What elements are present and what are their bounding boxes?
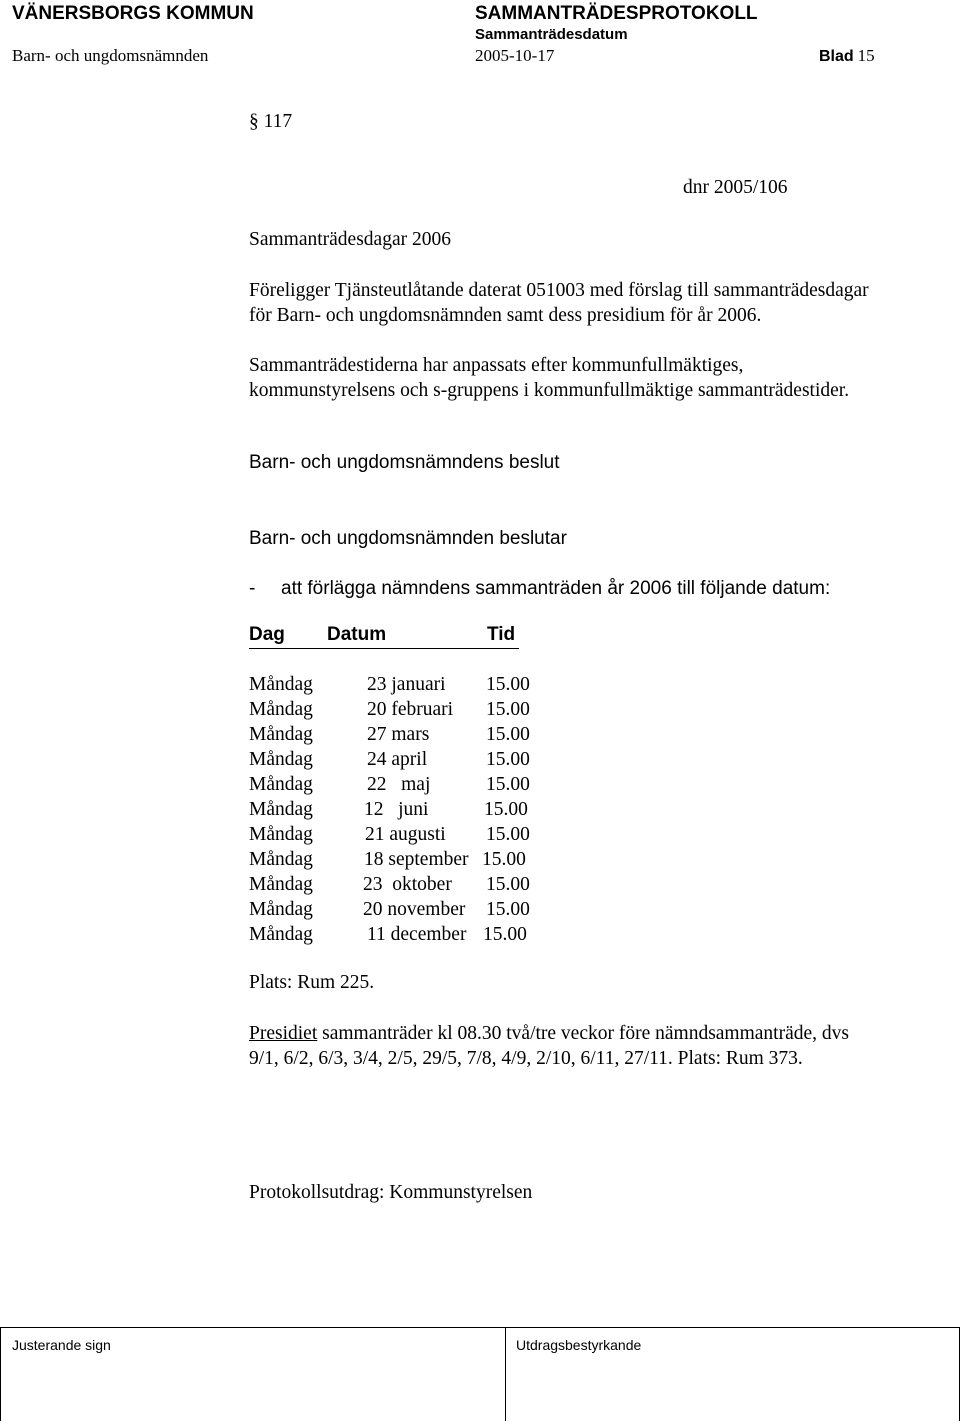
decision-heading: Barn- och ungdomsnämndens beslut bbox=[249, 452, 560, 473]
row-date: 20 november bbox=[363, 899, 466, 920]
meeting-date: 2005-10-17 bbox=[475, 46, 555, 65]
row-day: Måndag bbox=[249, 699, 313, 720]
section-title: Sammanträdesdagar 2006 bbox=[249, 229, 451, 250]
presidium-line-1 bbox=[249, 1021, 849, 1046]
document-type: SAMMANTRÄDESPROTOKOLL bbox=[475, 3, 758, 24]
row-day: Måndag bbox=[249, 849, 313, 870]
committee-name: Barn- och ungdomsnämnden bbox=[12, 46, 209, 65]
row-date: 18 september bbox=[364, 849, 469, 870]
paragraph-number: § 117 bbox=[249, 111, 293, 132]
paragraph-2-line-2: kommunstyrelsens och s-gruppens i kommunfullmäktige sammanträdestider. bbox=[249, 380, 850, 401]
row-date: 21 augusti bbox=[365, 824, 446, 845]
footer-border-middle bbox=[505, 1327, 506, 1421]
row-time: 15.00 bbox=[486, 874, 530, 895]
page-indicator bbox=[819, 46, 875, 66]
row-day: Måndag bbox=[249, 924, 313, 945]
row-date: 20 februari bbox=[367, 699, 454, 720]
row-date: 12 juni bbox=[364, 799, 429, 820]
row-time: 15.00 bbox=[486, 774, 530, 795]
row-date: 22 maj bbox=[367, 774, 431, 795]
row-date: 27 mars bbox=[367, 724, 430, 745]
paragraph-1-line-1: Föreligger Tjänsteutlåtande daterat 051003 med förslag till sammanträdesdagar bbox=[249, 280, 869, 301]
row-time: 15.00 bbox=[482, 849, 526, 870]
row-time: 15.00 bbox=[486, 724, 530, 745]
row-time: 15.00 bbox=[486, 699, 530, 720]
row-time: 15.00 bbox=[486, 749, 530, 770]
row-day: Måndag bbox=[249, 874, 313, 895]
certification-label: Utdragsbestyrkande bbox=[516, 1337, 642, 1353]
row-time: 15.00 bbox=[483, 924, 527, 945]
row-date: 11 december bbox=[367, 924, 467, 945]
row-day: Måndag bbox=[249, 674, 313, 695]
row-day: Måndag bbox=[249, 774, 313, 795]
presidium-text: sammanträder kl 08.30 två/tre veckor före nämndsammanträde, dvs bbox=[317, 1023, 849, 1044]
row-time: 15.00 bbox=[486, 824, 530, 845]
column-header-time: Tid bbox=[487, 624, 516, 645]
row-day: Måndag bbox=[249, 799, 313, 820]
decision-intro: Barn- och ungdomsnämnden beslutar bbox=[249, 528, 567, 549]
row-day: Måndag bbox=[249, 899, 313, 920]
diary-number: dnr 2005/106 bbox=[683, 177, 788, 198]
footer-border-left bbox=[0, 1327, 1, 1421]
presidium-label: Presidiet bbox=[249, 1023, 318, 1044]
page-number: 15 bbox=[857, 46, 875, 65]
paragraph-2-line-1: Sammanträdestiderna har anpassats efter kommunfullmäktiges, bbox=[249, 355, 744, 376]
row-time: 15.00 bbox=[486, 899, 530, 920]
meeting-place: Plats: Rum 225. bbox=[249, 972, 375, 993]
paragraph-1-line-2: för Barn- och ungdomsnämnden samt dess presidium för år 2006. bbox=[249, 305, 762, 326]
presidium-line-2: 9/1, 6/2, 6/3, 3/4, 2/5, 29/5, 7/8, 4/9, 2/10, 6/11, 27/11. Plats: Rum 373. bbox=[249, 1048, 803, 1069]
protocol-extract: Protokollsutdrag: Kommunstyrelsen bbox=[249, 1182, 533, 1203]
column-header-day: Dag bbox=[249, 624, 285, 645]
row-day: Måndag bbox=[249, 749, 313, 770]
row-time: 15.00 bbox=[486, 674, 530, 695]
decision-dash: - bbox=[249, 578, 256, 599]
municipality-name: VÄNERSBORGS KOMMUN bbox=[12, 3, 254, 24]
row-date: 24 april bbox=[367, 749, 428, 770]
page-label: Blad bbox=[819, 48, 854, 65]
row-day: Måndag bbox=[249, 724, 313, 745]
row-date: 23 januari bbox=[367, 674, 446, 695]
column-header-date: Datum bbox=[327, 624, 387, 645]
schedule-table-header bbox=[249, 624, 519, 649]
row-time: 15.00 bbox=[484, 799, 528, 820]
signature-label: Justerande sign bbox=[12, 1337, 111, 1353]
row-day: Måndag bbox=[249, 824, 313, 845]
date-label: Sammanträdesdatum bbox=[475, 26, 628, 43]
row-date: 23 oktober bbox=[363, 874, 452, 895]
footer-divider bbox=[0, 1327, 960, 1328]
decision-item: att förlägga nämndens sammanträden år 2006 till följande datum: bbox=[281, 578, 831, 599]
